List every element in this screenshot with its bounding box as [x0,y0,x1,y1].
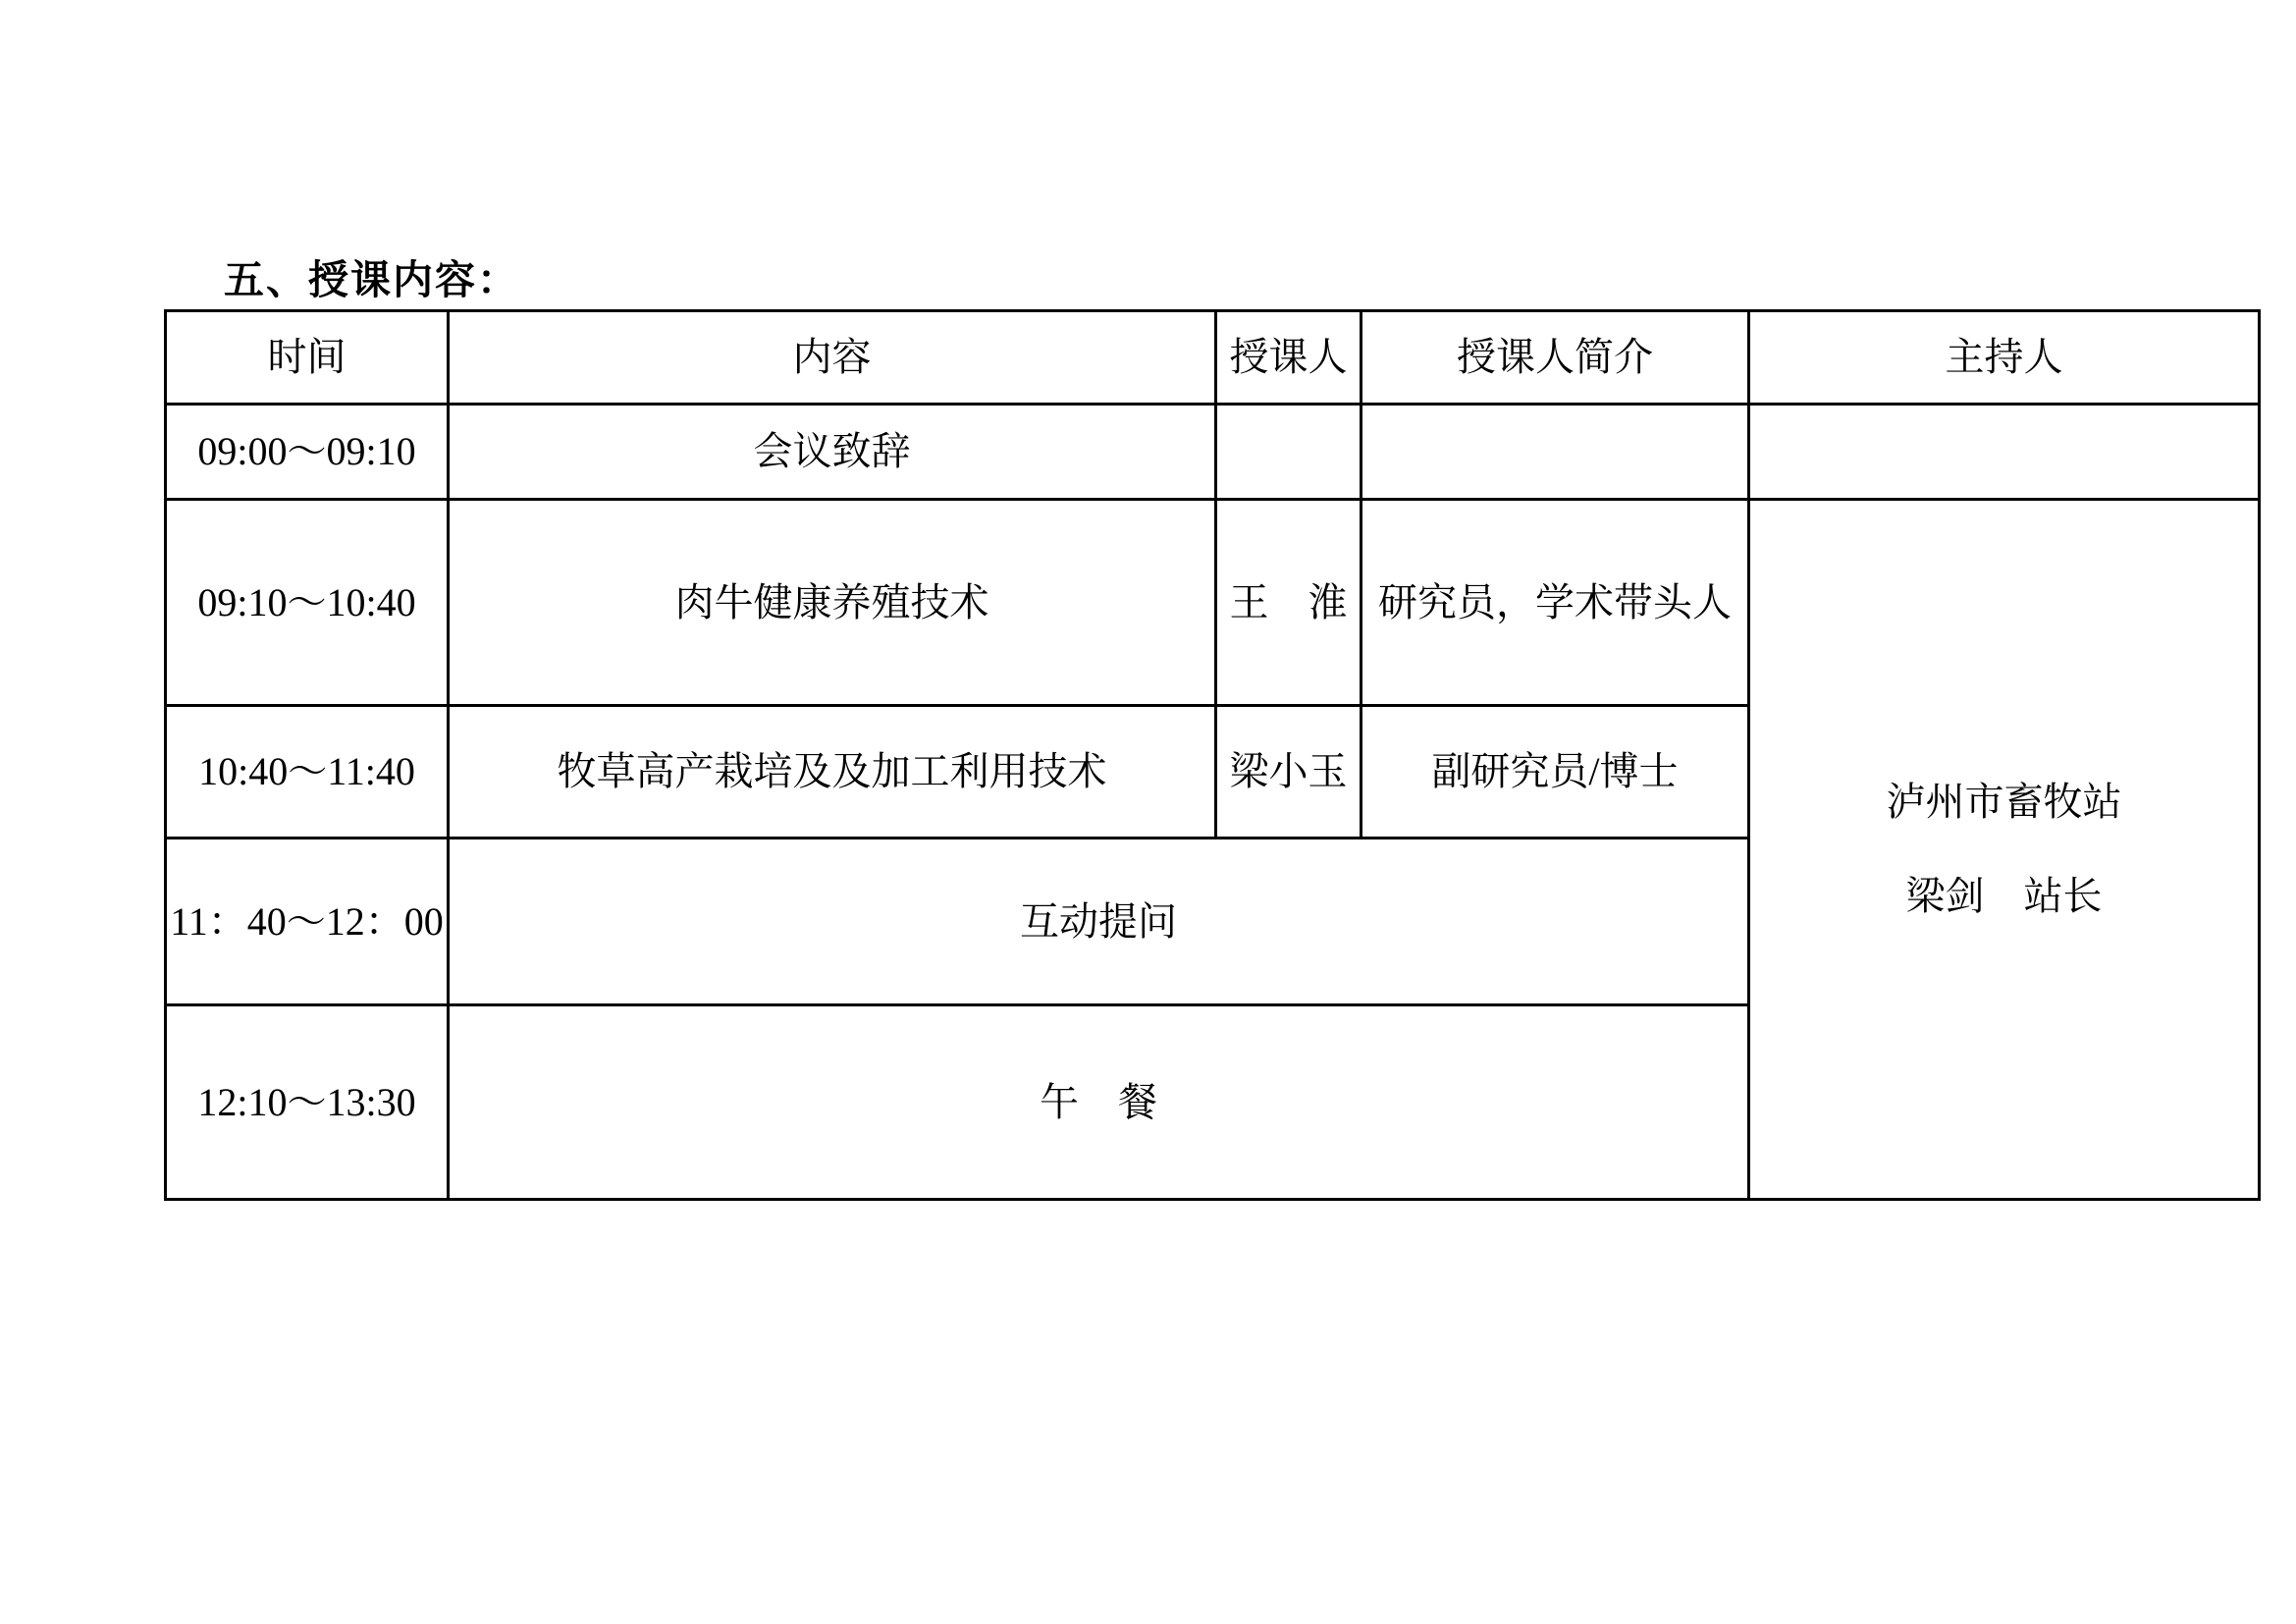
host-cell [1749,500,2260,1200]
page-title: 五、授课内容： [224,257,519,302]
lecturer-profile-cell: 副研究员/博士 [1362,706,1749,839]
col-header-lecturer: 授课人 [1216,311,1362,405]
time-cell: 10:40～11:40 [166,706,449,839]
lecturer-profile-cell: 研究员，学术带头人 [1362,500,1749,706]
lecturer-cell: 王 淮 [1216,500,1362,706]
content-cell: 肉牛健康养殖技术 [449,500,1216,706]
time-cell: 09:00～09:10 [166,405,449,500]
schedule-table [164,309,2261,1201]
content-cell-merged: 午 餐 [449,1005,1749,1200]
content-cell: 牧草高产栽培及及加工利用技术 [449,706,1216,839]
table-row [166,500,2260,706]
col-header-host: 主持人 [1749,311,2260,405]
content-cell: 会议致辞 [449,405,1216,500]
col-header-content: 内容 [449,311,1216,405]
content-cell-merged: 互动提问 [449,839,1749,1005]
host-org-line: 泸州市畜牧站 [1886,780,2122,824]
time-cell: 11：40～12：00 [166,839,449,1005]
host-cell-empty [1749,405,2260,500]
time-cell: 09:10～10:40 [166,500,449,706]
lecturer-cell: 梁小玉 [1216,706,1362,839]
time-cell: 12:10～13:30 [166,1005,449,1200]
col-header-lecturer-profile: 授课人简介 [1362,311,1749,405]
col-header-time: 时间 [166,311,449,405]
lecturer-profile-cell [1362,405,1749,500]
lecturer-cell [1216,405,1362,500]
host-person-line: 梁剑 站长 [1905,874,2103,918]
table-header-row [166,311,2260,405]
table-row [166,405,2260,500]
